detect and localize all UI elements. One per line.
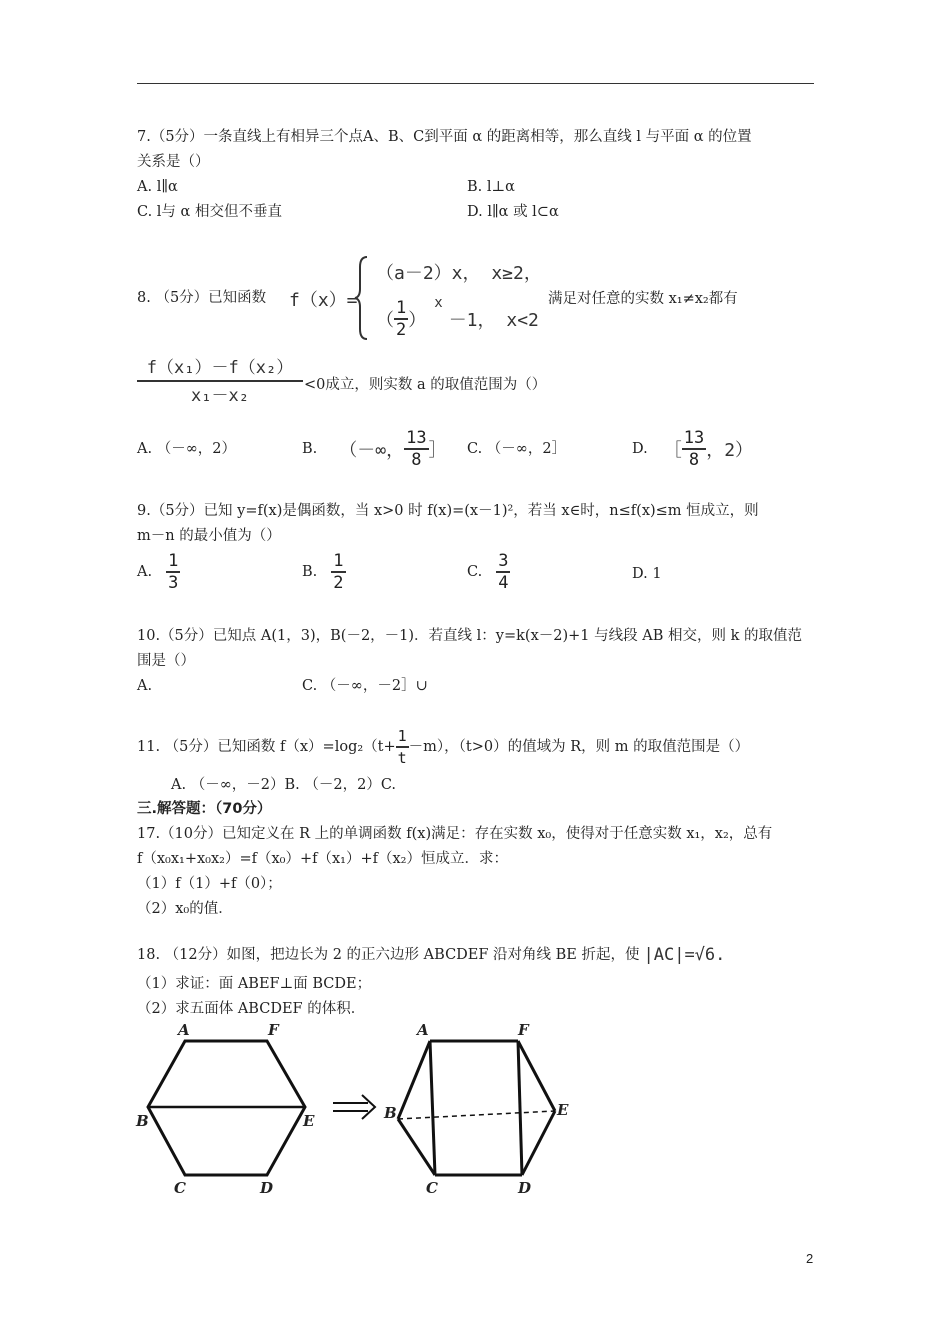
q10-option-a: A.	[137, 678, 153, 694]
q9-option-b	[302, 551, 346, 593]
q8-case2-fraction	[394, 298, 408, 340]
q8-option-d-label: D.	[632, 440, 648, 457]
folded-solid	[383, 1021, 569, 1197]
right-label-c: C	[426, 1179, 438, 1197]
q8-suffix: 满足对任意的实数 x₁≠x₂都有	[548, 291, 738, 307]
q8-option-b-label: B.	[302, 440, 318, 457]
q17-line2: f（x₀x₁+x₀x₂）=f（x₀）+f（x₁）+f（x₂）恒成立．求：	[137, 851, 508, 867]
q8-option-a: A. （－∞，2）	[137, 441, 236, 457]
q8-case2	[376, 294, 539, 340]
hidden-edge-be	[398, 1111, 555, 1119]
q7-option-c: C. l与 α 相交但不垂直	[137, 204, 282, 220]
q7-option-d: D. l∥α 或 l⊂α	[467, 204, 559, 220]
q8-inequality-denominator: x₁－x₂	[191, 385, 249, 406]
q9-option-a-numerator: 1	[168, 551, 179, 571]
q8-inequality-rest: <0成立，则实数 a 的取值范围为（）	[304, 377, 547, 393]
q8-option-b-close: ］	[428, 439, 447, 461]
q18-line2: （1）求证：面 ABEF⊥面 BCDE；	[137, 976, 372, 992]
q8-prefix: 8. （5分）已知函数	[137, 290, 267, 306]
q7-option-b: B. l⊥α	[467, 179, 515, 195]
hexagon-fold-figure	[130, 1015, 590, 1200]
q8-inequality-numerator: f（x₁）－f（x₂）	[146, 358, 294, 378]
q9-option-b-denominator: 2	[333, 572, 344, 593]
q18-abs-expression: |AC|=√6.	[643, 945, 726, 965]
q8-inequality-fraction	[137, 356, 303, 410]
q9-line1: 9.（5分）已知 y=f(x)是偶函数，当 x>0 时 f(x)=(x－1)²，若当 x∈时，n≤f(x)≤m 恒成立，则	[137, 503, 759, 519]
header-rule	[137, 83, 814, 84]
page-number: 2	[806, 1251, 814, 1266]
left-label-d: D	[260, 1179, 274, 1197]
q9-option-c	[467, 551, 510, 593]
q11-fraction-denominator: t	[397, 748, 407, 767]
q8-case2-denominator: 2	[396, 319, 407, 340]
q8-option-d-numerator: 13	[683, 428, 705, 448]
q11-suffix: －m），（t>0）的值域为 R，则 m 的取值范围是（）	[408, 738, 750, 755]
q8-option-d	[632, 428, 753, 470]
q8-option-d-open: ［	[663, 439, 682, 461]
q8-case2-paren-close: ）	[408, 309, 427, 331]
q8-case2-paren-open: （	[376, 309, 394, 331]
q10-option-c: C. （－∞，－2］∪	[302, 678, 428, 694]
q11-fraction-numerator: 1	[397, 727, 407, 745]
q18-line1	[137, 945, 725, 965]
q18-line3: （2）求五面体 ABCDEF 的体积．	[137, 1001, 366, 1017]
q7-line2: 关系是（）	[137, 154, 210, 170]
q11-prefix: 11. （5分）已知函数 f（x）=log₂（t+	[137, 738, 396, 755]
q8-case1: （a－2）x， x≥2，	[376, 263, 542, 284]
q8-option-d-close: ，2）	[706, 439, 754, 461]
q8-option-b-numerator: 13	[406, 428, 427, 448]
q9-option-c-denominator: 4	[498, 572, 509, 593]
q9-option-b-numerator: 1	[333, 551, 344, 571]
q7-line1: 7.（5分）一条直线上有相异三个点A、B、C到平面 α 的距离相等，那么直线 l 与平面 α 的位置	[137, 129, 752, 145]
q9-option-a	[137, 551, 180, 593]
q9-option-b-label: B.	[302, 563, 318, 580]
q8-option-d-fraction	[682, 428, 706, 470]
right-label-b: B	[384, 1104, 397, 1122]
left-label-b: B	[136, 1112, 149, 1130]
q9-line2: m－n 的最小值为（）	[137, 528, 281, 544]
q8-option-b-open: （－∞，	[339, 439, 405, 461]
q9-option-c-numerator: 3	[498, 551, 509, 571]
flat-hexagon	[135, 1021, 315, 1197]
q8-option-b-denominator: 8	[411, 449, 422, 470]
q8-option-b	[302, 428, 447, 470]
right-label-f: F	[518, 1021, 529, 1039]
q8-option-d-denominator: 8	[688, 449, 700, 470]
q17-line1: 17.（10分）已知定义在 R 上的单调函数 f(x)满足：存在实数 x₀，使得对于任意实数 x₁，x₂，总有	[137, 826, 773, 842]
q8-fx: f（x）=	[289, 290, 358, 311]
q18-line1-text: 18. （12分）如图，把边长为 2 的正六边形 ABCDEF 沿对角线 BE 折起，使	[137, 947, 640, 963]
right-label-a: A	[417, 1021, 429, 1039]
q9-option-d: D. 1	[632, 566, 662, 582]
left-label-a: A	[178, 1021, 190, 1039]
q9-option-a-fraction	[166, 551, 180, 593]
q11-fraction	[396, 726, 409, 768]
q9-option-a-label: A.	[137, 563, 153, 580]
q8-option-c: C. （－∞，2］	[467, 441, 567, 457]
q17-line4: （2）x₀的值．	[137, 901, 233, 917]
left-label-c: C	[174, 1179, 186, 1197]
q7-option-a: A. l∥α	[137, 179, 178, 195]
q9-option-c-label: C.	[467, 563, 483, 580]
q10-line2: 围是（）	[137, 653, 195, 669]
q8-brace	[354, 255, 370, 341]
q8-case2-numerator: 1	[396, 298, 407, 318]
section-heading: 三.解答题：（70分）	[137, 801, 272, 817]
q8-option-b-fraction	[404, 428, 428, 470]
q11-options: A. （－∞，－2）B. （－2，2）C.	[171, 777, 397, 793]
right-label-d: D	[518, 1179, 532, 1197]
q8-case2-rest: －1， x<2	[448, 309, 539, 331]
q8-case2-exponent: x	[434, 294, 443, 311]
right-label-e: E	[557, 1101, 569, 1119]
q9-option-a-denominator: 3	[168, 572, 179, 593]
q10-line1: 10.（5分）已知点 A(1，3)，B(－2，－1)．若直线 l：y=k(x－2)+1 与线段 AB 相交，则 k 的取值范	[137, 628, 802, 644]
q17-line3: （1）f（1）+f（0）；	[137, 876, 282, 892]
left-label-f: F	[268, 1021, 279, 1039]
fold-arrow	[333, 1095, 375, 1119]
q11-line1	[137, 726, 749, 768]
q9-option-b-fraction	[331, 551, 345, 593]
left-label-e: E	[303, 1112, 315, 1130]
q9-option-c-fraction	[496, 551, 510, 593]
